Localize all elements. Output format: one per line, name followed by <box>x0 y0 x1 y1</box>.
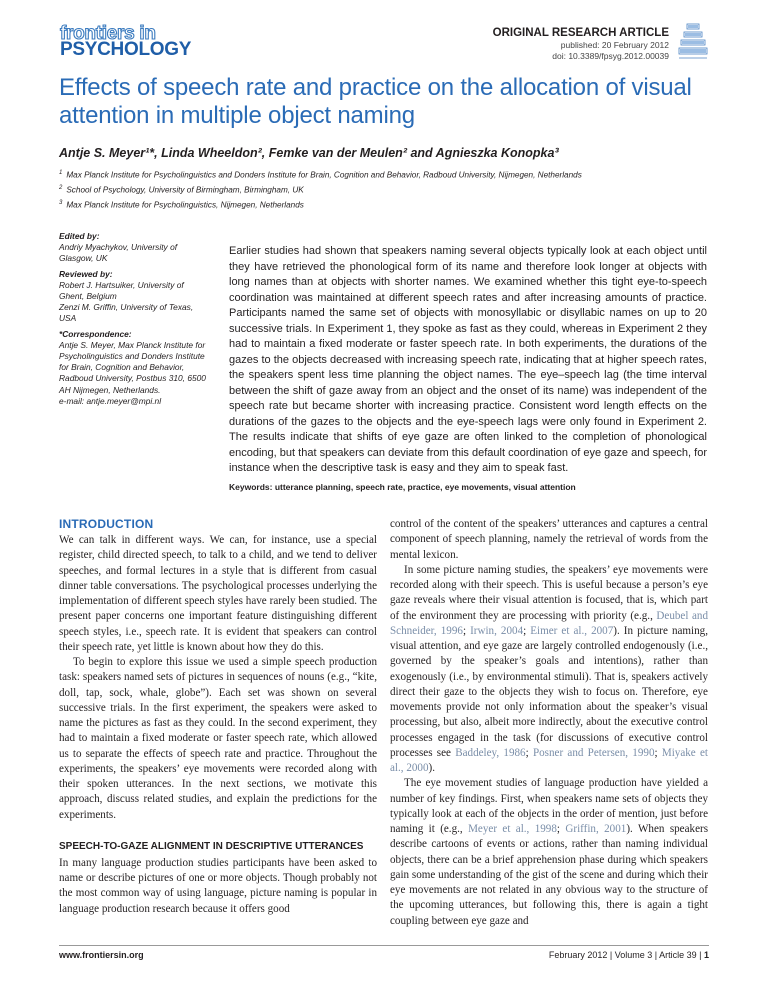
frontiers-stack-icon <box>678 22 708 62</box>
editorial-sidebar <box>59 231 211 407</box>
citation-link[interactable]: Eimer et al., 2007 <box>530 624 614 637</box>
citation-link[interactable]: Baddeley, 1986 <box>455 746 526 759</box>
footer-divider <box>59 945 709 946</box>
footer-issue-info: February 2012 | Volume 3 | Article 39 | 1 <box>548 950 709 960</box>
reviewer-2: Zenzi M. Griffin, University of Texas, USA <box>59 302 194 324</box>
abstract: Earlier studies had shown that speakers naming several objects typically look at each object until they have retrieved the phonological form of its name and therefore look longer at objects with long names than at objects with shorter names. We examined whether this tight eye-to-speech coordination was maintained at different speech rates and after increasing amounts of practice. Participants named the same set of objects with monosyllabic or disyllabic names on up to 20 successive trials. In Experiment 1, they spoke as fast as they could, whereas in Experiment 2 they had to maintain a fixed moderate or faster speech rate. In both experiments, the durations of the gazes to the objects decreased with increasing speech rate, indicating that at higher speech rates, the speakers spent less time planning the object names. The eye–speech lag (the time interval between the shift of gaze away from an object and the onset of its name) was independent of the speech rate but became shorter with increasing practice. Consistent word length effects on the durations of the gazes to the objects and the eye-speech lags were only found in Experiment 2. The results indicate that shifts of eye gaze are often linked to the completion of phonological encoding, but that speakers can deviate from this default coordination of eye gaze and speech, for instance when the descriptive task is easy and they aim to speak fast. <box>229 245 707 474</box>
citation-link[interactable]: Posner and Petersen, 1990 <box>532 746 655 759</box>
article-type: ORIGINAL RESEARCH ARTICLE <box>492 27 669 39</box>
citation-link[interactable]: Griffin, 2001 <box>565 823 627 835</box>
citation-link[interactable]: Miyake et al., 2000 <box>390 746 708 774</box>
paragraph: In some picture naming studies, the speakers’ eye movements were recorded along with their speech. This is useful because a person’s eye gaze reveals where their visual attention is focused, that is, which part of the environment they are processing with priority (e.g., Deubel and Schneider, 1996; Irwin, 2004; Eimer et al., 2007). In picture naming, visual attention, and eye gaze are largely controlled endogenously (i.e., governed by the speaker’s goals and intentions), rather than exogenously (i.e., by environmental stimuli). That is, speakers actively direct their gaze to the objects they wish to focus on. Therefore, eye movements provide not only information about the speaker’s visual processing, but also, albeit more indirectly, about the executive control processes engaged in the task (for discussions of executive control processes see Baddeley, 1986; Posner and Petersen, 1990; Miyake et al., 2000). <box>390 563 708 774</box>
body-column-left <box>59 517 377 917</box>
affiliation-3: $^3$ Max Planck Institute for Psycholinguistics, Nijmegen, Netherlands <box>59 200 304 211</box>
journal-logo-line2: PSYCHOLOGY <box>60 39 192 60</box>
published-date: published: 20 February 2012 <box>560 40 669 50</box>
paragraph: To begin to explore this issue we used a simple speech production task: speakers named sets of pictures in sequences of nouns (e.g., “kite, doll, tap, sock, whale, globe”). Each set was shown on several successive trials. In the first experiment, the speakers were asked to name the pictures as fast as they could. In the second experiment, they had to maintain a fixed moderate or faster speech rate, which allowed us to separate the effects of speech rate and practice. Throughout the experiments, the speakers’ eye movements were recorded along with their spoken utterances. In the next sections, we motivate this approach, discuss related studies, and explain the predictions for the experiments. <box>59 656 377 821</box>
paragraph: In many language production studies participants have been asked to name or describe pictures of one or more objects. Though probably not the most common way of using language, picture naming is popular in language production research because it offers good <box>59 856 377 915</box>
article-title: Effects of speech rate and practice on the allocation of visual attention in multiple object naming <box>59 74 692 129</box>
citation-link[interactable]: Meyer et al., 1998 <box>468 823 557 835</box>
paragraph: We can talk in different ways. We can, for instance, use a special register, child directed speech, to talk to a child, and we tend to deliver speeches, and formal lectures in a style that is different from casual dinner table conversations. The psychological processes underlying the implementation of different speech styles have rarely been studied. The present paper concerns one important feature distinguishing different speech styles, i.e., speech rate. It is evident that speakers can control their speech rate, yet little is known about how they do this. <box>59 534 377 653</box>
keywords: Keywords: utterance planning, speech rate, practice, eye movements, visual attention <box>229 482 576 492</box>
footer-website[interactable]: www.frontiersin.org <box>59 950 144 960</box>
affiliation-1: $^1$ Max Planck Institute for Psycholinguistics and Donders Institute for Brain, Cognition and Behavior, Radboud University, Nijmegen, Netherlands <box>59 170 582 180</box>
correspondence-label: *Correspondence: <box>59 328 132 339</box>
affiliation-2: $^2$ School of Psychology, University of Birmingham, Birmingham, UK <box>59 185 304 195</box>
correspondence-address: Antje S. Meyer, Max Planck Institute for Psycholinguistics and Donders Institute for Brain, Cognition and Behavior, Radboud University, Postbus 310, 6500 AH Nijmegen, Netherlands. <box>59 339 206 395</box>
correspondence-email[interactable]: e-mail: antje.meyer@mpi.nl <box>59 395 162 406</box>
body-column-right <box>390 517 708 929</box>
reviewed-by-label: Reviewed by: <box>59 268 113 279</box>
editor-name: Andriy Myachykov, University of Glasgow, UK <box>59 242 178 264</box>
doi: doi: 10.3389/fpsyg.2012.00039 <box>552 50 669 61</box>
author-list: Antje S. Meyer¹*, Linda Wheeldon², Femke van der Meulen² and Agnieszka Konopka³ <box>59 146 559 160</box>
citation-link[interactable]: Irwin, 2004 <box>470 624 524 637</box>
journal-logo-line1: frontiers in <box>60 23 156 44</box>
page-number: 1 <box>703 950 709 960</box>
publication-meta <box>552 40 669 61</box>
introduction-heading: INTRODUCTION <box>59 517 154 531</box>
reviewer-1: Robert J. Hartsuiker, University of Ghent, Belgium <box>59 279 184 302</box>
affiliations <box>59 167 582 213</box>
citation-link[interactable]: Deubel and Schneider, 1996 <box>390 609 708 637</box>
paragraph: The eye movement studies of language production have yielded a number of key findings. First, when speakers name sets of objects they typically look at each of the objects in the order of mention, just before naming it (e.g., Meyer et al., 1998; Griffin, 2001). When speakers describe cartoons of events or actions, rather than naming individual objects, there can be a brief apprehension phase during which speakers gain some understanding of the gist of the scene and during which their eye movements are not related in any obvious way to the structure of the upcoming utterances, but following this, there is again a tight coupling between eye gaze and <box>390 777 709 927</box>
edited-by-label: Edited by: <box>59 231 100 241</box>
paragraph: control of the content of the speakers’ utterances and captures a central component of speech planning, namely the retrieval of words from the mental lexicon. <box>390 518 708 561</box>
subsection-heading: SPEECH-TO-GAZE ALIGNMENT IN DESCRIPTIVE UTTERANCES <box>59 840 364 852</box>
